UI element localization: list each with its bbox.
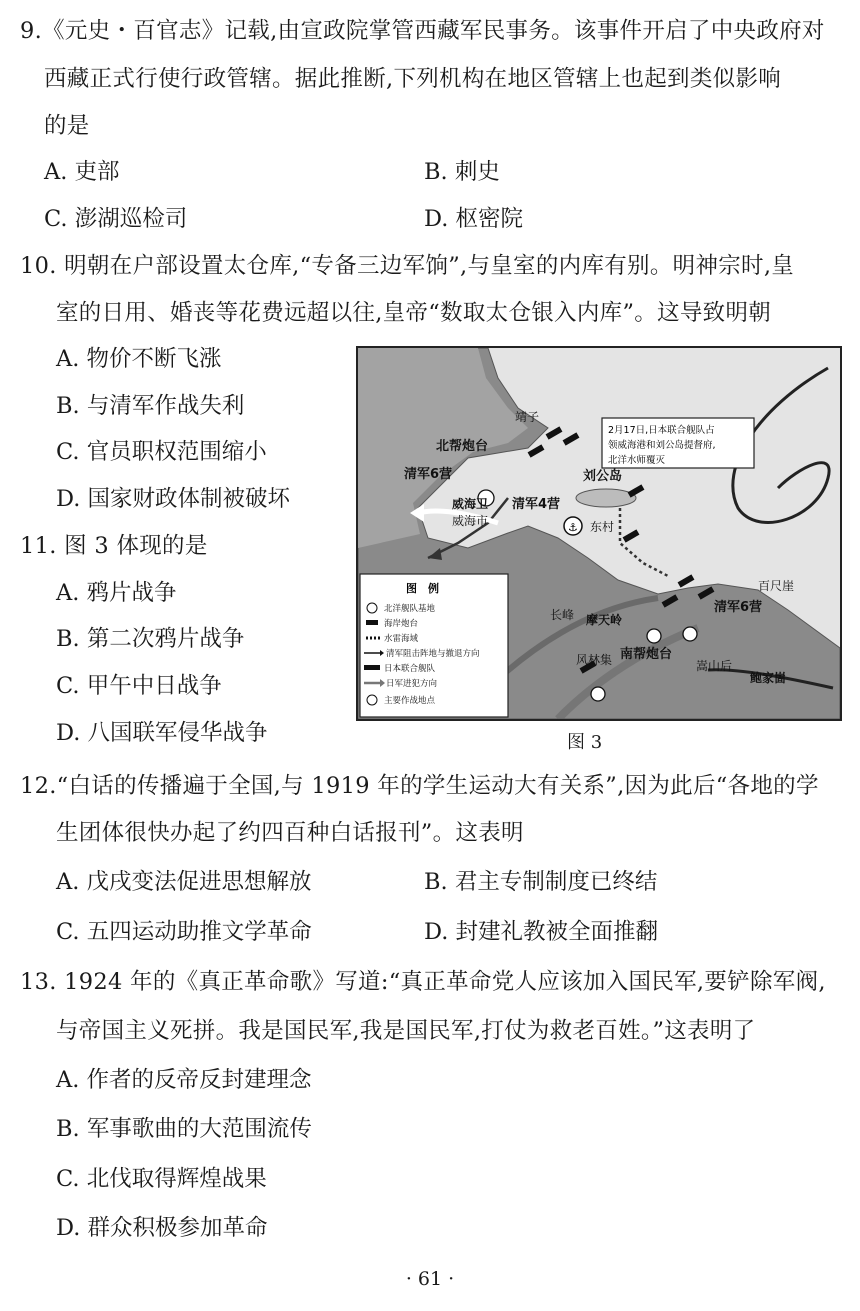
legend-item-minefield: 水雷海域	[384, 634, 419, 644]
q12-option-c: C. 五四运动助推文学革命	[56, 919, 312, 945]
q12-stem-line1: 12.“白话的传播遍于全国,与 1919 年的学生运动大有关系”,因为此后“各地的学	[20, 773, 819, 799]
liugong-island	[576, 489, 636, 507]
legend-item-coastal-battery: 海岸炮台	[384, 619, 419, 629]
q9-option-b: B. 刺史	[424, 159, 500, 185]
q9-option-d: D. 枢密院	[424, 206, 524, 232]
weihai-battle-map	[356, 346, 842, 721]
legend-title: 图 例	[406, 582, 439, 595]
q13-option-c: C. 北伐取得辉煌战果	[56, 1166, 267, 1192]
q12-stem-line2: 生团体很快办起了约四百种白话报刊”。这表明	[56, 820, 524, 846]
q11-option-b: B. 第二次鸦片战争	[56, 626, 245, 652]
legend-item-japanese-advance: 日军进犯方向	[386, 679, 438, 689]
q11-option-a: A. 鸦片战争	[56, 580, 177, 606]
figure-caption: 图 3	[567, 732, 603, 753]
q9-stem-line2: 西藏正式行使行政管辖。据此推断,下列机构在地区管辖上也起到类似影响	[44, 66, 782, 92]
label-baichiya: 百尺崖	[758, 579, 795, 593]
legend-item-fleet-base: 北洋舰队基地	[384, 604, 436, 614]
q10-option-a: A. 物价不断飞涨	[56, 346, 222, 372]
q13-option-b: B. 军事歌曲的大范围流传	[56, 1116, 312, 1142]
label-baojiazhen: 鲍家崮	[750, 671, 787, 685]
legend-item-japanese-fleet: 日本联合舰队	[384, 664, 436, 674]
label-changfeng: 长峰	[550, 608, 575, 622]
callout-line2: 领威海港和刘公岛提督府,	[608, 440, 716, 451]
q10-option-c: C. 官员职权范围缩小	[56, 439, 267, 465]
q10-stem-line1: 10. 明朝在户部设置太仓库,“专备三边军饷”,与皇室的内库有别。明神宗时,皇	[20, 253, 795, 279]
label-qing6-west: 清军6营	[404, 467, 453, 482]
callout-line1: 2月17日,日本联合舰队占	[608, 425, 715, 436]
label-fenglinji: 风林集	[576, 653, 613, 667]
label-dongcun: 东村	[590, 520, 615, 534]
svg-text:⚓: ⚓	[568, 521, 578, 534]
q13-option-d: D. 群众积极参加革命	[56, 1215, 268, 1241]
q11-stem: 11. 图 3 体现的是	[20, 533, 208, 559]
label-sushanhou: 嵩山后	[696, 659, 733, 673]
q9-option-c: C. 澎湖巡检司	[44, 206, 188, 232]
label-nanbang: 南帮炮台	[620, 647, 673, 662]
q12-option-a: A. 戊戌变法促进思想解放	[56, 869, 312, 895]
q10-stem-line2: 室的日用、婚丧等花费远超以往,皇帝“数取太仓银入内库”。这导致明朝	[56, 300, 772, 326]
q11-option-d: D. 八国联军侵华战争	[56, 720, 268, 746]
label-beibang: 北帮炮台	[436, 439, 489, 454]
q10-option-b: B. 与清军作战失利	[56, 393, 245, 419]
q12-option-d: D. 封建礼教被全面推翻	[424, 919, 659, 945]
page-number: · 61 ·	[405, 1268, 455, 1290]
label-weihaiwei: 威海卫	[452, 497, 489, 511]
label-qing6-east: 清军6营	[714, 600, 763, 615]
q13-option-a: A. 作者的反帝反封建理念	[56, 1067, 312, 1093]
callout-line3: 北洋水师覆灭	[608, 455, 666, 466]
legend-item-qing-retreat: 清军阻击阵地与撤退方向	[386, 649, 480, 659]
q10-option-d: D. 国家财政体制被破坏	[56, 486, 291, 512]
q9-stem-line1: 9.《元史・百官志》记载,由宣政院掌管西藏军民事务。该事件开启了中央政府对	[20, 18, 825, 44]
label-liugong: 刘公岛	[583, 469, 623, 484]
label-weihaishi: 威海市	[452, 514, 489, 528]
label-motianling: 摩天岭	[586, 613, 623, 627]
q13-stem-line1: 13. 1924 年的《真正革命歌》写道:“真正革命党人应该加入国民军,要铲除军阀,	[20, 969, 826, 995]
label-qing4: 清军4营	[512, 497, 561, 512]
q9-option-a: A. 吏部	[44, 159, 120, 185]
q12-option-b: B. 君主专制制度已终结	[424, 869, 658, 895]
q11-option-c: C. 甲午中日战争	[56, 673, 222, 699]
q13-stem-line2: 与帝国主义死拼。我是国民军,我是国民军,打仗为救老百姓。”这表明了	[56, 1018, 756, 1044]
label-jingzi: 靖子	[515, 410, 540, 424]
q9-stem-line3: 的是	[44, 113, 90, 139]
legend-item-battle-site: 主要作战地点	[384, 696, 436, 706]
